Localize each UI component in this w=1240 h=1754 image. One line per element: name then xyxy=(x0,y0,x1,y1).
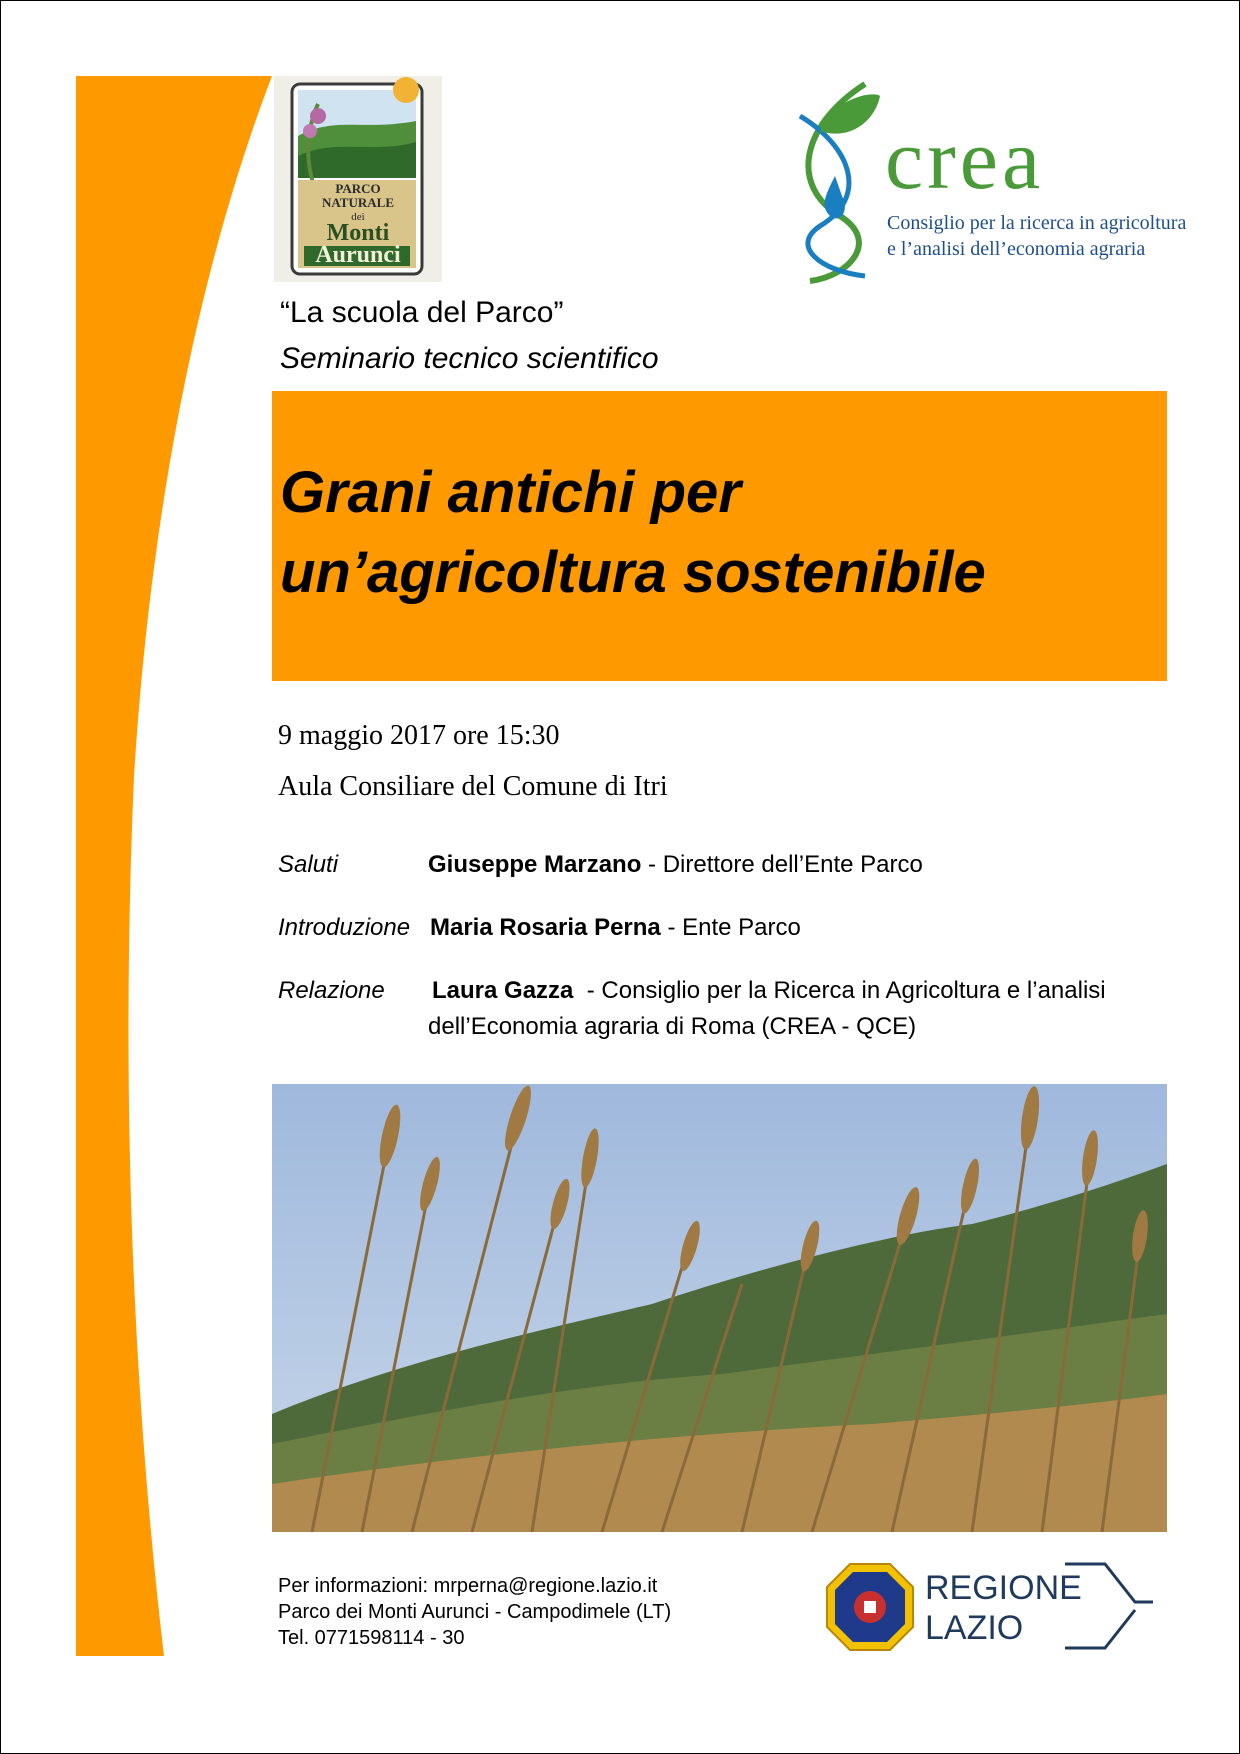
contact-address: Parco dei Monti Aurunci - Campodimele (LT) xyxy=(278,1601,672,1623)
park-logo-line: PARCO xyxy=(335,181,381,196)
event-venue: Aula Consiliare del Comune di Itri xyxy=(278,771,668,802)
crea-tagline-line2: e l’analisi dell’economia agraria xyxy=(887,238,1146,260)
program-label: Relazione xyxy=(278,977,385,1004)
park-logo-line: dei xyxy=(351,211,365,223)
crea-wordmark: crea xyxy=(885,111,1045,207)
wheat-field-photo xyxy=(272,1084,1167,1532)
speaker-name: Maria Rosaria Perna xyxy=(430,914,661,941)
program-entry xyxy=(432,977,1106,1005)
speaker-role: - Direttore dell’Ente Parco xyxy=(641,851,923,878)
program-label: Saluti xyxy=(278,851,339,878)
speaker-role: - Ente Parco xyxy=(660,914,801,941)
crea-logo xyxy=(775,76,1187,286)
regione-line2: LAZIO xyxy=(925,1609,1024,1647)
title-banner xyxy=(272,391,1167,681)
orange-side-band xyxy=(76,76,272,1656)
crea-tagline-line1: Consiglio per la ricerca in agricoltura xyxy=(887,212,1187,234)
program-label: Introduzione xyxy=(278,914,411,941)
program-entry xyxy=(430,914,801,942)
speaker-role: - Consiglio per la Ricerca in Agricoltura e l’analisi xyxy=(573,977,1106,1004)
regione-lazio-logo xyxy=(825,1562,1165,1652)
parco-monti-aurunci-logo xyxy=(274,76,442,282)
event-datetime: 9 maggio 2017 ore 15:30 xyxy=(278,720,560,751)
main-title-line2: un’agricoltura sostenibile xyxy=(280,540,986,605)
series-title: “La scuola del Parco” xyxy=(280,296,564,329)
contact-info: Per informazioni: mrperna@regione.lazio.it xyxy=(278,1575,658,1597)
speaker-role-continued: dell’Economia agraria di Roma (CREA - QCE) xyxy=(428,1013,917,1040)
regione-line1: REGIONE xyxy=(925,1569,1082,1607)
regione-arrow-icon xyxy=(1065,1562,1155,1652)
park-logo-line: NATURALE xyxy=(322,195,394,210)
park-logo-line: Monti xyxy=(326,220,390,246)
program-entry xyxy=(428,851,923,879)
park-logo-line: Aurunci xyxy=(315,242,401,268)
contact-phone: Tel. 0771598114 - 30 xyxy=(278,1627,465,1649)
speaker-name: Giuseppe Marzano xyxy=(428,851,642,878)
seminar-subtitle: Seminario tecnico scientifico xyxy=(280,342,659,375)
main-title-line1: Grani antichi per xyxy=(280,460,741,525)
speaker-name: Laura Gazza xyxy=(432,977,574,1004)
